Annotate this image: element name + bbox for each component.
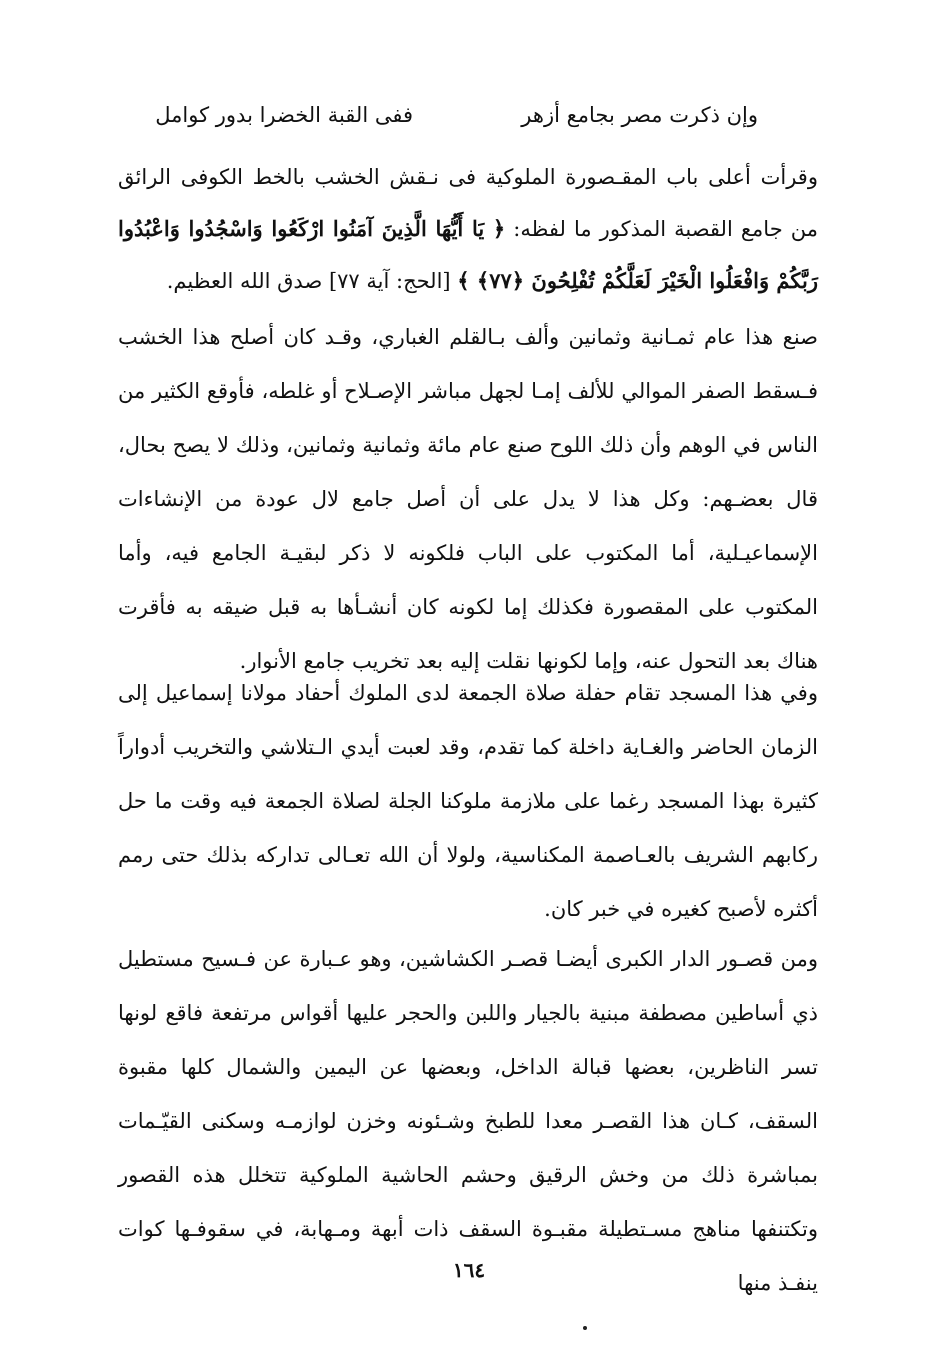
paragraph-text: وفي هذا المسجد تقام حفلة صلاة الجمعة لدى الملوك أحفاد مولانا إسماعيل إلى الزمان الحاضر والغـاية داخلة كما تقدم، وقد لعبت أيدي الـتلاشي والتخريب أدواراً كثيرة بهذا المسجد رغما على ملازمة ملوكنا الجلة لصلاة الجمعة فيه وقت ما حل ركابهم الشريف بالعـاصمة المكناسية، ولولا أن الله تعـالى تداركه بذلك حتى رمم أكثره لأصبح كغيره في خبر كان. [118,681,818,921]
verse-first-hemistich: وإن ذكرت مصر بجامع أزهر [521,103,758,127]
paragraph-dating [118,310,818,688]
paragraph-friday-prayer [118,666,818,936]
paragraph-kashashin-palace [118,932,818,1310]
quran-verse: ﴿ يَا أَيُّهَا الَّذِينَ آمَنُوا ارْكَعُوا وَاسْجُدُوا وَاعْبُدُوا رَبَّكُمْ وَافْعَلُوا الْخَيْرَ لَعَلَّكُمْ تُفْلِحُونَ ﴿٧٧﴾ ﴾ [118,216,818,293]
verse-second-hemistich: ففى القبة الخضرا بدور كوامل [155,103,413,127]
paragraph-text: ومن قصـور الدار الكبرى أيضـا قصـر الكشاشين، وهو عـبارة عن فـسيح مستطيل ذي أساطين مصطفة مبنية بالجيار واللبن والحجر عليها أقواس مرتفعة فاقع لونها تسر الناظرين، بعضها قبالة الداخل، وبعضها عن اليمين والشمال كلها مقبوة السقف، كـان هذا القصـر معدا للطبخ وشـئونه وخزن لوازمـه وسكنى القيّـمات بمباشرة ذلك من وخش الرقيق وحشم الحاشية الملوكية تتخلل هذه القصور وتكتنفها مناهج مسـتطيلة مقبـوة السقف ذات أبهة ومـهابة، في سقوفـها كوات ينفـذ منها [118,947,818,1295]
poem-verse [118,95,818,135]
paragraph-inscription [118,152,818,307]
scan-speck [583,1326,587,1330]
inscription-intro: وقرأت أعلى باب المقـصورة الملوكية فى نـقش الخشب بالخط الكوفى الرائق من جامع القصبة المذكور ما لفظه: [118,165,818,241]
paragraph-text: صنع هذا عام ثمـانية وثمانين وألف بـالقلم الغباري، وقـد كان أصلح هذا الخشب فـسقط الصفر الموالي للألف إمـا لجهل مباشر الإصـلاح أو غلطه، فأوقع الكثير من الناس في الوهم وأن ذلك اللوح صنع عام مائة وثمانية وثمانين، وذلك لا يصح بحال، قال بعضـهم: وكل هذا لا يدل على أن أصل جامع لال عودة من الإنشاءات الإسماعيـلية، أما المكتوب على الباب فلكونه لا ذكر لبقيـة الجامع فيه، وأما المكتوب على المقصورة فكذلك إما لكونه كان أنشـأها به قبل ضيقه به فأقرت هناك بعد التحول عنه، وإما لكونها نقلت إليه بعد تخريب جامع الأنوار. [118,325,818,673]
page-number: ١٦٤ [452,1258,486,1282]
quran-reference: [الحج: آية ٧٧] صدق الله العظيم. [166,269,451,293]
